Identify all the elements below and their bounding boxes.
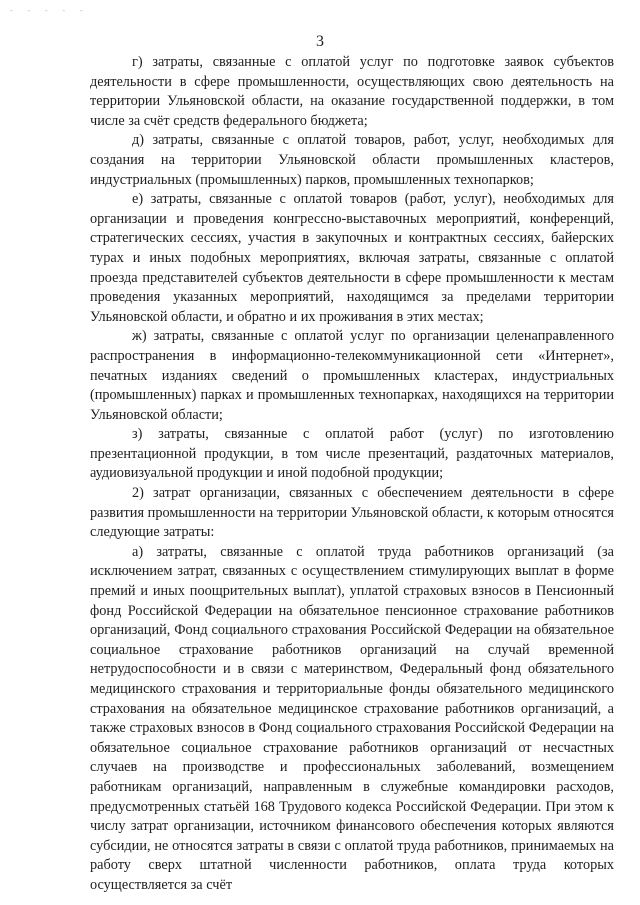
- paragraph-e: е) затраты, связанные с оплатой товаров (работ, услуг), необходимых для организации и проведения конгрессно-выставочных мероприятий, конференций, стратегических сессиях, участия в закупочных и контрактных сессиях, байерских турах и иных подобных мероприятиях, включая затраты, связанные с оплатой проезда представителей субъектов деятельности в сфере промышленности к местам проведения указанных мероприятий, находящимся за пределами территории Ульяновской области, и обратно и их проживания в этих местах;: [90, 191, 614, 325]
- page-number: 3: [316, 33, 324, 50]
- scan-marks: - - - - -: [10, 6, 89, 15]
- paragraph-2: 2) затрат организации, связанных с обеспечением деятельности в сфере развития промышленности на территории Ульяновской области, к которым относятся следующие затраты:: [90, 485, 614, 541]
- paragraph-z: з) затраты, связанные с оплатой работ (услуг) по изготовлению презентационной продукции, в том числе презентаций, раздаточных материалов, аудиовизуальной продукции и иной подобной продукции;: [90, 426, 614, 482]
- document-body: [90, 53, 614, 896]
- paragraph-g: г) затраты, связанные с оплатой услуг по подготовке заявок субъектов деятельности в сфере промышленности, осуществляющих свою деятельность на территории Ульяновской области, на оказание государственной поддержки, в том числе за счёт средств федерального бюджета;: [90, 54, 614, 129]
- paragraph-zh: ж) затраты, связанные с оплатой услуг по организации целенаправленного распространения в информационно-телекоммуникационной сети «Интернет», печатных изданиях сведений о промышленных кластерах, индустриальных (промышленных) парках и промышленных технопарках, находящихся на территории Ульяновской области;: [90, 328, 614, 423]
- paragraph-a: а) затраты, связанные с оплатой труда работников организаций (за исключением затрат, связанных с осуществлением стимулирующих выплат в форме премий и иных поощрительных выплат), уплатой страховых взносов в Пенсионный фонд Российской Федерации на обязательное пенсионное страхование работников организаций, Фонд социального страхования Российской Федерации на обязательное социальное страхование работников организаций на случай временной нетрудоспособности и в связи с материнством, Федеральный фонд обязательного медицинского страхования и территориальные фонды обязательного медицинского страхования на обязательное медицинское страхование работников организаций, а также страховых взносов в Фонд социального страхования Российской Федерации на обязательное социальное страхование работников организаций от несчастных случаев на производстве и профессиональных заболеваний, возмещением работникам организаций, направленным в служебные командировки расходов, предусмотренных статьёй 168 Трудового кодекса Российской Федерации. При этом к числу затрат организации, источником финансового обеспечения которых являются субсидии, не относятся затраты в связи с оплатой труда работников, принимаемых на работу сверх штатной численности работников, оплата труда которых осуществляется за счёт: [90, 543, 614, 893]
- paragraph-d: д) затраты, связанные с оплатой товаров, работ, услуг, необходимых для создания на территории Ульяновской области промышленных кластеров, индустриальных (промышленных) парков, промышленных технопарков;: [90, 132, 614, 188]
